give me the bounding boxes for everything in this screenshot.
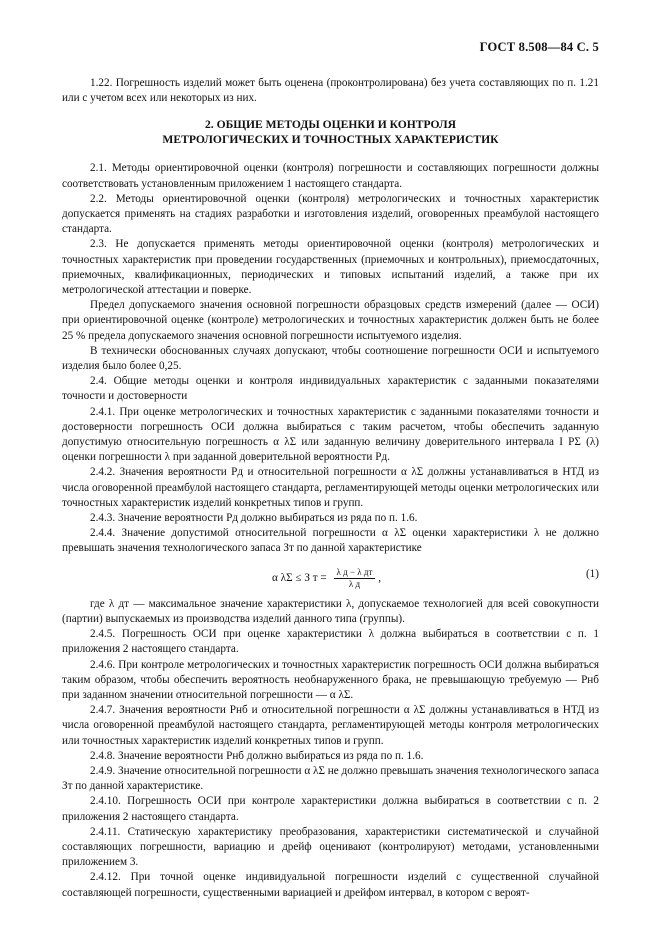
paragraph-2-3: 2.3. Не допускается применять методы ориентировочной оценки (контроля) метрологических и точностных характеристик при проведении государственных (приемочных и контрольных), приемосдаточных, приемочных, квалификационных, периодических и типовых испытаний изделий, а также при их метрологической аттестации и поверке.	[62, 238, 599, 297]
formula-lhs: α λΣ ≤ З т =	[272, 571, 327, 584]
paragraph-2-2: 2.2. Методы ориентировочной оценки (контроля) метрологических и точностных характеристик допускается применять на стадиях разработки и изготовления изделий, оговоренных преамбулой настоящего стандарта.	[62, 192, 599, 236]
section-title	[62, 118, 599, 147]
paragraph-2-3-b: Предел допускаемого значения основной погрешности образцовых средств измерений (далее — ОСИ) при ориентировочной оценке (контроле) метрологических и точностных характеристик должен быть не более 25 % предела допускаемого значения основной погрешности испытуемого изделия.	[62, 299, 599, 342]
formula-numerator: λ д − λ дт	[334, 567, 376, 579]
paragraph-2-4-3: 2.4.3. Значение вероятности Pд должно выбираться из ряда по п. 1.6.	[90, 512, 418, 525]
paragraph-1-22: 1.22. Погрешность изделий может быть оценена (проконтролирована) без учета составляющих по п. 1.21 или с учетом всех или некоторых из них.	[62, 77, 599, 105]
paragraph-2-4-6: 2.4.6. При контроле метрологических и точностных характеристик погрешность ОСИ должна выбираться таким образом, чтобы обеспечить вероятность необнаруженного брака, не превышающую требуемую — Pнб при заданном значении относительной погрешности — α λΣ.	[62, 658, 599, 701]
paragraph-2-4-2: 2.4.2. Значения вероятности Pд и относительной погрешности α λΣ должны устанавливаться в НТД из числа оговоренной преамбулой настоящего стандарта, регламентирующей методы оценки метрологических или точностных характеристик изделий конкретных типов и групп.	[62, 466, 599, 509]
paragraph-2-4-9: 2.4.9. Значение относительной погрешности α λΣ не должно превышать значения технологического запаса Зт по данной характеристике.	[62, 764, 599, 793]
paragraph-2-4-10: 2.4.10. Погрешность ОСИ при контроле характеристики должна выбираться в соответствии с п. 2 приложения 2 настоящего стандарта.	[62, 795, 599, 823]
formula-fraction	[334, 567, 376, 590]
formula-number: (1)	[585, 567, 599, 580]
paragraph-2-4-7: 2.4.7. Значения вероятности Pнб и относительной погрешности α λΣ должны устанавливаться в НТД из числа оговоренной преамбулой настоящего стандарта, регламентирующей методы контроля метрологических или точностных характеристик изделий конкретных типов и групп.	[62, 704, 599, 747]
paragraph-2-4-12: 2.4.12. При точной оценке индивидуальной погрешности изделий с существенной случайной составляющей погрешности, существенными вариацией и дрейфом интервал, в котором с вероят-	[62, 871, 599, 899]
page-header: ГОСТ 8.508—84 С. 5	[479, 40, 599, 54]
paragraph-2-4-5: 2.4.5. Погрешность ОСИ при оценке характеристики λ должна выбираться в соответствии с п. 1 приложения 2 настоящего стандарта.	[62, 628, 599, 656]
paragraph-2-4-1: 2.4.1. При оценке метрологических и точностных характеристик с заданными показателями точности и достоверности погрешность ОСИ должна выбираться с таким расчетом, чтобы обеспечить заданную допустимую относительную погрешность α λΣ или заданную величину доверительного интервала I PΣ (λ) оценки погрешности λ при заданной доверительной вероятности Pд.	[62, 405, 599, 464]
formula-expression: α λΣ ≤ З т = $\frac{\text{λ д − λ дт}}{\text{λ д}}$ ,	[272, 566, 382, 589]
paragraph-2-4-4: 2.4.4. Значение допустимой относительной погрешности α λΣ оценки характеристики λ не должно превышать значения технологического запаса Зт по данной характеристике	[62, 527, 599, 555]
document-body	[62, 76, 599, 901]
paragraph-2-4-11: 2.4.11. Статическую характеристику преобразования, характеристики систематической и случайной составляющих погрешности, вариацию и дрейф оценивают (контролируют) методами, установленными приложением 3.	[62, 825, 599, 869]
paragraph-2-4-8: 2.4.8. Значение вероятности Pнб должно выбираться из ряда по п. 1.6.	[90, 749, 424, 762]
formula-1	[62, 561, 599, 595]
paragraph-2-3-c: В технически обоснованных случаях допускают, чтобы соотношение погрешности ОСИ и испытуемого изделия было более 0,25.	[62, 344, 599, 373]
paragraph-2-1: 2.1. Методы ориентировочной оценки (контроля) погрешности и составляющих погрешности должны соответствовать установленным приложением 1 настоящего стандарта.	[62, 162, 599, 190]
formula-denominator: λ д	[348, 578, 361, 589]
formula-where: где λ дт — максимальное значение характеристики λ, допускаемое технологией для всей совокупности (партии) выпускаемых из производства изделий данного типа (группы).	[62, 597, 599, 625]
paragraph-2-4: 2.4. Общие методы оценки и контроля индивидуальных характеристик с заданными показателями точности и достоверности	[62, 375, 599, 403]
section-title-line-1: 2. ОБЩИЕ МЕТОДЫ ОЦЕНКИ И КОНТРОЛЯ	[205, 118, 456, 132]
section-title-line-2: МЕТРОЛОГИЧЕСКИХ И ТОЧНОСТНЫХ ХАРАКТЕРИСТИК	[162, 132, 499, 146]
